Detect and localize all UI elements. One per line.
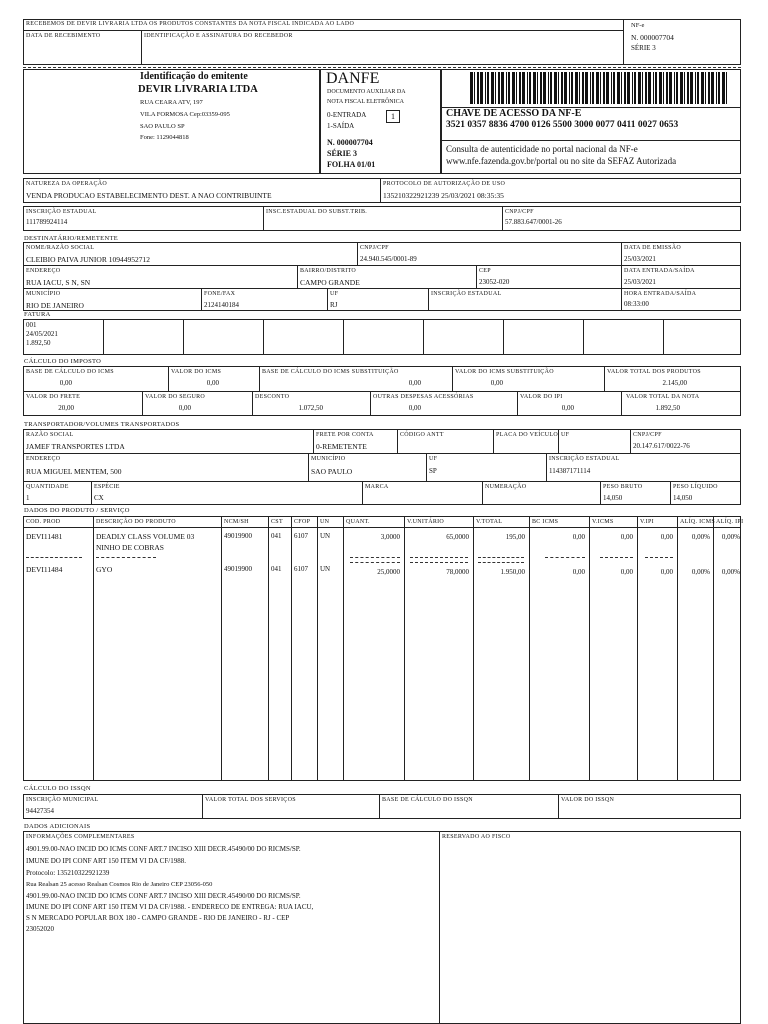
dest-endereco-label: ENDEREÇO (26, 268, 61, 274)
transp-uf2: SP (429, 467, 437, 475)
fatura-section: FATURA (24, 311, 51, 318)
row1-cod: DEVI11481 (26, 532, 63, 541)
dest-emissao: 25/03/2021 (624, 255, 656, 263)
info-line-5: 4901.99.00-NAO INCID DO ICMS CONF ART.7 INCISO XIII DECR.45490/00 DO RICMS/SP. (26, 892, 301, 900)
dest-bairro: CAMPO GRANDE (300, 278, 360, 287)
row2-bc: 0,00 (572, 568, 585, 576)
emitente-bairro: VILA FORMOSA Cep:03359-095 (140, 111, 230, 118)
dest-cnpj-label: CNPJ/CPF (360, 245, 389, 251)
danfe-subtitle1: DOCUMENTO AUXILIAR DA (327, 89, 406, 95)
dest-ie-label: INSCRIÇÃO ESTADUAL (431, 291, 502, 297)
transp-cnpj-label: CNPJ/CPF (633, 432, 662, 438)
protocolo-label: PROTOCOLO DE AUTORIZAÇÃO DE USO (383, 181, 506, 187)
desconto-label: DESCONTO (255, 394, 290, 400)
natureza-label: NATUREZA DA OPERAÇÃO (26, 181, 108, 187)
row1-vicms: 0,00 (620, 533, 633, 541)
ipi-label: VALOR DO IPI (520, 394, 563, 400)
row1-cst: 041 (271, 532, 282, 540)
row2-desc1: GYO (96, 565, 113, 574)
info-line-3: Protocolo: 135210322921239 (26, 869, 110, 877)
seguro: 0,00 (178, 404, 191, 412)
col-vunit: V.UNITÁRIO (407, 519, 445, 525)
ie-label: INSCRIÇÃO ESTADUAL (26, 209, 97, 215)
dest-cep: 23052-020 (479, 278, 510, 286)
total-prod-label: VALOR TOTAL DOS PRODUTOS (607, 369, 701, 375)
row1-bc: 0,00 (572, 533, 585, 541)
row2-quant: 25,0000 (377, 568, 400, 576)
transportador-section: TRANSPORTADOR/VOLUMES TRANSPORTADOS (24, 421, 180, 428)
col-vipi: V.IPI (640, 519, 654, 525)
row1-ncm: 49019900 (224, 532, 252, 540)
outras: 0,00 (408, 404, 421, 412)
transp-municipio-label: MUNICÍPIO (311, 456, 346, 462)
danfe-subtitle2: NOTA FISCAL ELETRÔNICA (327, 99, 404, 105)
protocolo-value: 135210322921239 25/03/2021 08:35:35 (383, 191, 504, 200)
row1-vunit: 65,0000 (446, 533, 469, 541)
produtos-section: DADOS DO PRODUTO / SERVIÇO (24, 507, 130, 514)
base-st-label: BASE DE CÁLCULO DO ICMS SUBSTITUIÇÃO (262, 369, 399, 375)
canhoto-numero: N. 000007704 (631, 33, 674, 42)
valor-icms-label: VALOR DO ICMS (171, 369, 222, 375)
row2-vipi: 0,00 (660, 568, 673, 576)
transp-endereco: RUA MIGUEL MENTEM, 500 (26, 467, 122, 476)
chave-consulta1: Consulta de autenticidade no portal nacional da NF-e (446, 144, 638, 154)
col-vicms: V.ICMS (592, 519, 614, 525)
barcode-icon (470, 72, 730, 104)
info-line-6: IMUNE DO IPI CONF ART 150 ITEM VI DA CF/1988. - ENDERECO DE ENTREGA: RUA IACU, (26, 903, 314, 911)
fatura-numero: 001 (26, 321, 37, 329)
canhoto-serie: SÉRIE 3 (631, 44, 656, 52)
info-line-2: IMUNE DO IPI CONF ART 150 ITEM VI DA CF/1988. (26, 857, 186, 865)
dest-uf: RJ (330, 301, 338, 309)
col-vtotal: V.TOTAL (476, 519, 503, 525)
issqn-base-label: BASE DE CÁLCULO DO ISSQN (382, 797, 473, 803)
row1-aicms: 0,00% (691, 533, 710, 541)
transp-antt-label: CÓDIGO ANTT (400, 432, 444, 438)
transp-ie: 114387171114 (549, 467, 591, 475)
identificacao-label: IDENTIFICAÇÃO E ASSINATURA DO RECEBEDOR (144, 33, 293, 39)
info-line-4: Rua Realsan 25 acesso Realsan Cosmos Rio de Janeiro CEP 23056-050 (26, 881, 213, 888)
cnpj-value: 57.883.647/0001-26 (505, 218, 562, 226)
danfe-title: DANFE (326, 70, 380, 87)
total-nota: 1.892,50 (655, 404, 680, 412)
fatura-valor: 1.892,50 (26, 339, 51, 347)
issqn-section: CÁLCULO DO ISSQN (24, 785, 91, 792)
transp-peso-liquido-label: PESO LÍQUIDO (673, 484, 718, 490)
dest-fone-label: FONE/FAX (204, 291, 236, 297)
row1-vtotal: 195,00 (505, 533, 525, 541)
row1-quant: 3,0000 (380, 533, 400, 541)
transp-razao: JAMEF TRANSPORTES LTDA (26, 442, 125, 451)
fatura-box (23, 319, 741, 355)
dest-municipio-label: MUNICÍPIO (26, 291, 61, 297)
transp-peso-bruto: 14,050 (603, 494, 623, 502)
base-icms-label: BASE DE CÁLCULO DO ICMS (26, 369, 114, 375)
transp-frete: 0-REMETENTE (316, 442, 367, 451)
ie-value: 111789924114 (26, 218, 68, 226)
dest-endereco: RUA IACU, S N, SN (26, 278, 91, 287)
row1-cfop: 6107 (294, 532, 308, 540)
info-line-1: 4901.99.00-NAO INCID DO ICMS CONF ART.7 INCISO XIII DECR.45490/00 DO RICMS/SP. (26, 845, 301, 853)
dest-hora-label: HORA ENTRADA/SAÍDA (624, 291, 697, 297)
danfe-saida: 1-SAÍDA (327, 122, 355, 130)
danfe-numero: N. 000007704 (327, 138, 373, 147)
danfe-serie: SÉRIE 3 (327, 149, 358, 158)
seguro-label: VALOR DO SEGURO (145, 394, 206, 400)
col-desc: DESCRIÇÃO DO PRODUTO (96, 519, 176, 525)
dest-entrada: 25/03/2021 (624, 278, 656, 286)
chave-consulta2: www.nfe.fazenda.gov.br/portal ou no site da SEFAZ Autorizada (446, 156, 677, 166)
transp-uf2-label: UF (429, 456, 438, 462)
natureza-value: VENDA PRODUCAO ESTABELECIMENTO DEST. A NAO CONTRIBUINTE (26, 191, 272, 200)
emitente-title: Identificação do emitente (140, 71, 248, 82)
emitente-cidade: SAO PAULO SP (140, 123, 185, 130)
row1-aipi: 0,00% (721, 533, 740, 541)
transportador-box (23, 429, 741, 505)
transp-qtd: 1 (26, 494, 30, 502)
transp-municipio: SAO PAULO (311, 467, 353, 476)
frete-label: VALOR DO FRETE (26, 394, 81, 400)
row2-vtotal: 1.950,00 (500, 568, 525, 576)
col-un: UN (320, 519, 330, 525)
base-icms: 0,00 (59, 379, 72, 387)
cnpj-label: CNPJ/CPF (505, 209, 534, 215)
desconto: 1.072,50 (298, 404, 323, 412)
col-quant: QUANT. (346, 519, 370, 525)
row2-vicms: 0,00 (620, 568, 633, 576)
issqn-valor-label: VALOR DO ISSQN (561, 797, 615, 803)
row1-vipi: 0,00 (660, 533, 673, 541)
col-cfop: CFOP (294, 519, 311, 525)
transp-razao-label: RAZÃO SOCIAL (26, 432, 74, 438)
transp-numeracao-label: NUMERAÇÃO (485, 484, 527, 490)
transp-endereco-label: ENDEREÇO (26, 456, 61, 462)
emitente-endereco: RUA CEARA ATV, 197 (140, 99, 203, 106)
col-aicms: ALÍQ. ICMS (680, 519, 716, 525)
row2-vunit: 78,0000 (446, 568, 469, 576)
row2-cst: 041 (271, 565, 282, 573)
chave-value: 3521 0357 8836 4700 0126 5500 3000 0077 0411 0027 0653 (446, 120, 679, 130)
valor-icms: 0,00 (206, 379, 219, 387)
row1-desc1: DEADLY CLASS VOLUME 03 (96, 532, 195, 541)
row2-aicms: 0,00% (691, 568, 710, 576)
row2-cod: DEVI11484 (26, 565, 63, 574)
transp-placa-label: PLACA DO VEÍCULO (496, 432, 559, 438)
fisco-label: RESERVADO AO FISCO (442, 834, 511, 840)
chave-label: CHAVE DE ACESSO DA NF-E (446, 108, 582, 119)
transp-especie: CX (94, 494, 104, 502)
dest-uf-label: UF (330, 291, 339, 297)
dest-hora: 08:33:00 (624, 300, 649, 308)
dest-fone: 2124140184 (204, 301, 239, 309)
data-recebimento-label: DATA DE RECEBIMENTO (26, 33, 101, 39)
frete: 20,00 (58, 404, 74, 412)
dest-nome: CLEIBIO PAIVA JUNIOR 10944952712 (26, 255, 150, 264)
transp-peso-bruto-label: PESO BRUTO (603, 484, 643, 490)
produtos-table (23, 516, 744, 781)
emitente-nome: DEVIR LIVRARIA LTDA (138, 84, 258, 95)
issqn-im-label: INSCRIÇÃO MUNICIPAL (26, 797, 99, 803)
dest-nome-label: NOME/RAZÃO SOCIAL (26, 245, 95, 251)
inscricoes-box (23, 206, 741, 231)
total-prod: 2.145,00 (662, 379, 687, 387)
total-nota-label: VALOR TOTAL DA NOTA (626, 394, 700, 400)
row2-ncm: 49019900 (224, 565, 252, 573)
iest-label: INSC.ESTADUAL DO SUBST.TRIB. (266, 209, 368, 215)
transp-uf-label: UF (561, 432, 570, 438)
row2-aipi: 0,00% (721, 568, 740, 576)
row1-desc2: NINHO DE COBRAS (96, 543, 164, 552)
danfe-tipo: 1 (386, 110, 400, 123)
col-cst: CST (271, 519, 283, 525)
transp-frete-label: FRETE POR CONTA (316, 432, 374, 438)
danfe-folha: FOLHA 01/01 (327, 160, 376, 169)
col-bcicms: BC ICMS (532, 519, 559, 525)
col-aipi: ALÍQ. IPI (716, 519, 744, 525)
destinatario-section: DESTINATÁRIO/REMETENTE (24, 235, 118, 242)
fatura-vencimento: 24/05/2021 (26, 330, 58, 338)
base-st: 0,00 (408, 379, 421, 387)
info-label: INFORMAÇÕES COMPLEMENTARES (26, 834, 135, 840)
transp-marca-label: MARCA (365, 484, 389, 490)
canhoto-recebemos: RECEBEMOS DE DEVIR LIVRARIA LTDA OS PRODUTOS CONSTANTES DA NOTA FISCAL INDICADA AO LADO (26, 21, 355, 27)
valor-st-label: VALOR DO ICMS SUBSTITUIÇÃO (455, 369, 554, 375)
outras-label: OUTRAS DESPESAS ACESSÓRIAS (373, 394, 474, 400)
ipi: 0,00 (561, 404, 574, 412)
transp-peso-liquido: 14,050 (673, 494, 693, 502)
dest-cnpj: 24.940.545/0001-89 (360, 255, 417, 263)
adicionais-section: DADOS ADICIONAIS (24, 823, 91, 830)
transp-ie-label: INSCRIÇÃO ESTADUAL (549, 456, 620, 462)
valor-st: 0,00 (490, 379, 503, 387)
dest-cep-label: CEP (479, 268, 491, 274)
info-line-8: 23052020 (26, 925, 54, 933)
transp-cnpj: 20.147.617/0022-76 (633, 442, 690, 450)
transp-qtd-label: QUANTIDADE (26, 484, 69, 490)
canhoto-nfe-label: NF-e (631, 22, 645, 29)
transp-especie-label: ESPÉCIE (94, 484, 120, 490)
imposto-section: CÁLCULO DO IMPOSTO (24, 358, 102, 365)
row1-un: UN (320, 532, 331, 540)
dest-bairro-label: BAIRRO/DISTRITO (300, 268, 357, 274)
dest-emissao-label: DATA DE EMISSÃO (624, 245, 682, 251)
row2-un: UN (320, 565, 331, 573)
dest-entrada-label: DATA ENTRADA/SAÍDA (624, 268, 695, 274)
dest-municipio: RIO DE JANEIRO (26, 301, 84, 310)
danfe-entrada: 0-ENTRADA (327, 111, 367, 119)
col-cod: COD. PROD (26, 519, 61, 525)
row2-cfop: 6107 (294, 565, 308, 573)
issqn-im: 94427354 (26, 807, 54, 815)
col-ncm: NCM/SH (224, 519, 249, 525)
info-line-7: S N MERCADO POPULAR BOX 180 - CAMPO GRANDE - RIO DE JANEIRO - RJ - CEP (26, 914, 290, 922)
issqn-total-label: VALOR TOTAL DOS SERVIÇOS (205, 797, 296, 803)
emitente-fone: Fone: 1129044818 (140, 134, 189, 141)
